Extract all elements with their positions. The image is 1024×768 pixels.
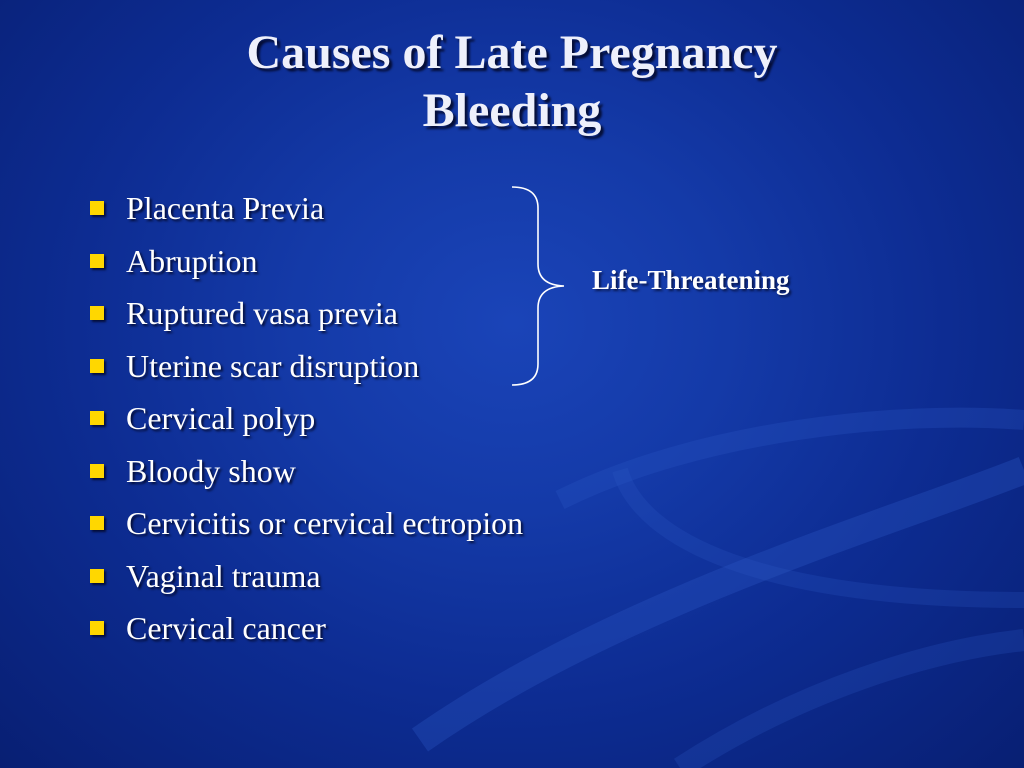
square-bullet-icon	[90, 569, 104, 583]
life-threatening-label: Life-Threatening	[592, 265, 790, 295]
square-bullet-icon	[90, 516, 104, 530]
square-bullet-icon	[90, 306, 104, 320]
square-bullet-icon	[90, 254, 104, 268]
title-line-2: Bleeding	[422, 84, 602, 137]
list-item-text: Cervicitis or cervical ectropion	[126, 505, 524, 541]
list-item-text: Cervical cancer	[126, 610, 326, 646]
list-item-text: Cervical polyp	[126, 400, 316, 436]
list-item-text: Uterine scar disruption	[126, 347, 420, 384]
square-bullet-icon	[90, 464, 104, 478]
title-line-1: Causes of Late Pregnancy	[246, 26, 778, 79]
curly-brace-icon	[510, 184, 566, 388]
list-item-text: Vaginal trauma	[126, 557, 321, 594]
square-bullet-icon	[90, 411, 104, 425]
square-bullet-icon	[90, 201, 104, 215]
list-item-text: Ruptured vasa previa	[126, 295, 398, 331]
square-bullet-icon	[90, 621, 104, 635]
list-item-text: Abruption	[126, 242, 258, 279]
slide-title	[0, 24, 1024, 140]
square-bullet-icon	[90, 359, 104, 373]
list-item-text: Placenta Previa	[126, 190, 325, 226]
list-item-text: Bloody show	[126, 452, 296, 489]
